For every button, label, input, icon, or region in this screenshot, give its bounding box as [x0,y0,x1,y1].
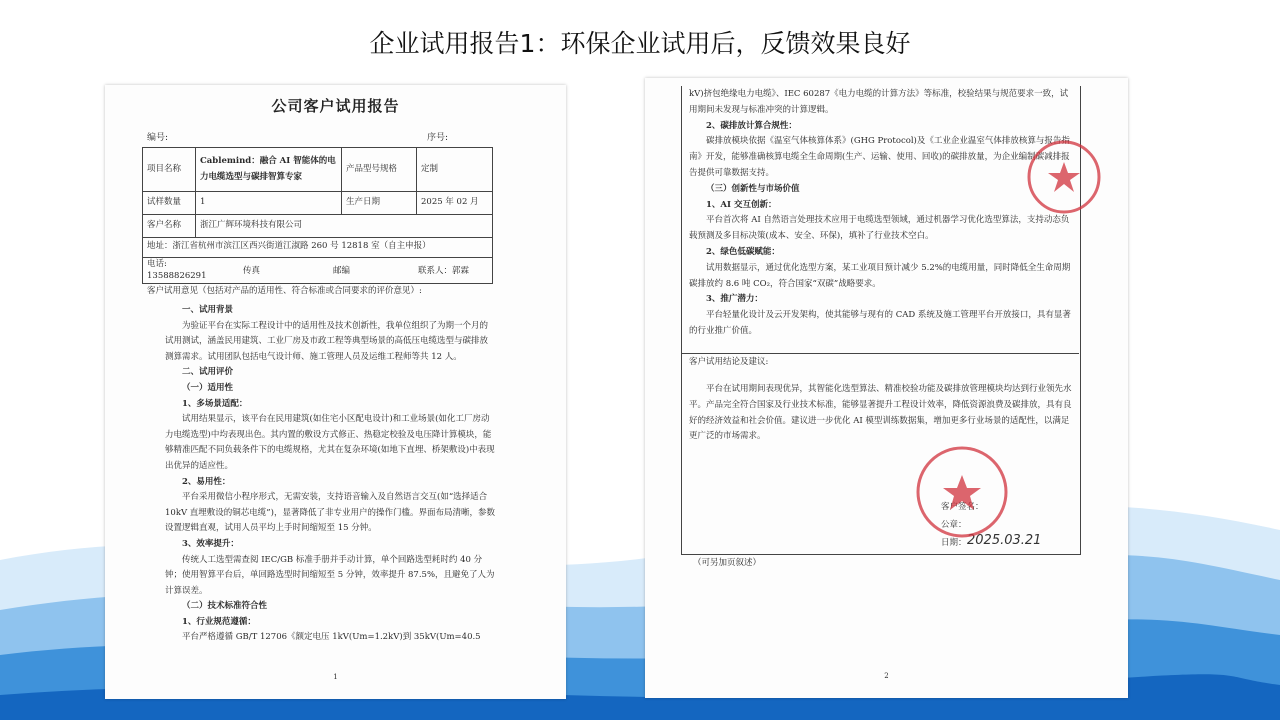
contact: 联系人：郭霖 [418,266,470,276]
opinion-body [165,303,495,646]
customer-label: 客户名称 [143,215,196,238]
slide-title: 企业试用报告1：环保企业试用后，反馈效果良好 [369,29,911,58]
section-divider [681,353,1079,354]
handwritten-date: 2025.03.21 [967,533,1042,548]
model-label: 产品型号规格 [342,148,417,192]
standards-body [689,87,1073,340]
customer-value: 浙江广辉环境科技有限公司 [196,215,493,238]
section-heading: 1、行业规范遵循： [182,616,256,627]
section-heading: 3、推广潜力： [706,294,763,305]
project-name-label: 项目名称 [143,148,196,192]
seal-label: 公章： [941,520,967,530]
footnote: （可另加页叙述） [693,558,762,568]
section-heading: 1、多场景适配： [182,398,248,409]
paragraph: 平台采用微信小程序形式，无需安装，支持语音输入及自然语言交互(如“选择适合 10kV 直埋敷设的铜芯电缆”)，显著降低了非专业用户的操作门槛。界面布局清晰，参数设置逻辑直观，试用人员平均上手时间缩短至 15 分钟。 [165,492,495,534]
info-table [142,147,493,238]
page-number: 1 [333,672,338,681]
section-heading: （一）适用性 [182,382,234,393]
company-seal-icon [1025,138,1103,216]
paragraph: kV)挤包绝缘电力电缆》、IEC 60287《电力电缆的计算方法》等标准，校验结果与规范要求一致，试用期间未发现与标准冲突的计算逻辑。 [689,89,1069,115]
section-heading: 2、易用性： [182,476,231,487]
date-value: 2025 年 02 月 [417,192,493,215]
conclusion-label: 客户试用结论及建议: [689,357,769,367]
phone-value: 13588826291 [147,271,207,281]
section-heading: （二）技术标准符合性 [182,601,268,612]
qty-value: 1 [196,192,342,215]
date-label: 生产日期 [342,192,417,215]
section-heading: 一、试用背景 [182,305,234,315]
address-row: 地址：浙江省杭州市滨江区西兴街道江淑路 260 号 12818 室（自主申报） [142,236,493,258]
fax-label: 传真 [243,266,261,276]
serial-label: 编号: [147,133,169,143]
section-heading: 2、碳排放计算合规性： [706,120,797,131]
page-number: 2 [884,671,889,680]
date-label: 日期： [941,538,967,548]
report-title: 公司客户试用报告 [271,97,400,115]
section-heading: 3、效率提升： [182,538,239,549]
conclusion-text: 平台在试用期间表现优异，其智能化选型算法、精准校验功能及碳排放管理模块均达到行业领先水平。产品完全符合国家及行业技术标准，能够显著提升工程设计效率，降低资源浪费及碳排放，具有良好的经济效益和社会价值。建议进一步优化 AI 模型训练数据集，增加更多行业场景的适配性，以满足更广泛的市场需求。 [689,384,1072,442]
paragraph: 平台首次将 AI 自然语言处理技术应用于电缆选型领域，通过机器学习优化选型算法，支持动态负载预测及多目标决策(成本、安全、环保)，填补了行业技术空白。 [689,215,1070,242]
report-page-2 [645,78,1128,698]
paragraph: 试用结果显示，该平台在民用建筑(如住宅小区配电设计)和工业场景(如化工厂房动力电缆选型)中均表现出色。其内置的敷设方式修正、热稳定校验及电压降计算模块，能够精准匹配不同负载条件下的电缆规格，尤其在复杂环境(如地下直埋、桥架敷设)中表现出优异的适应性。 [165,414,495,471]
qty-label: 试样数量 [143,192,196,215]
phone-row [142,258,493,284]
paragraph: 传统人工选型需查阅 IEC/GB 标准手册并手动计算，单个回路选型耗时约 40 分钟；使用智算平台后，单回路选型时间缩短至 5 分钟，效率提升 87.5%，且避免了人为计算误差。 [165,554,495,596]
paragraph: 平台轻量化设计及云开发架构，使其能够与现有的 CAD 系统及施工管理平台开放接口，具有显著的行业推广价值。 [689,310,1071,336]
opinion-label: 客户试用意见（包括对产品的适用性、符合标准或合同要求的评价意见）: [147,286,422,296]
report-page-1 [105,85,566,699]
section-heading: 1、AI 交互创新： [706,199,777,210]
company-seal-icon [913,443,1011,541]
section-heading: 2、绿色低碳赋能： [706,246,780,257]
seq-label: 序号: [427,133,449,143]
phone-label: 电话: [147,259,167,269]
paragraph: 试用数据显示，通过优化选型方案，某工业项目预计减少 5.2%的电缆用量，同时降低全生命周期碳排放约 8.6 吨 CO₂，符合国家“双碳”战略要求。 [689,262,1071,289]
paragraph: 碳排放模块依据《温室气体核算体系》(GHG Protocol)及《工业企业温室气体排放核算与报告指南》开发，能够准确核算电缆全生命周期(生产、运输、使用、回收)的碳排放量，为企业编制碳减排报告提供可靠数据支持。 [689,136,1070,178]
project-name-value: Cablemind：融合 AI 智能体的电力电缆选型与碳排智算专家 [196,148,342,192]
model-value: 定制 [417,148,493,192]
section-heading: （三）创新性与市场价值 [706,183,800,194]
paragraph: 平台严格遵循 GB/T 12706《额定电压 1kV(Um=1.2kV)到 35kV(Um=40.5 [182,632,481,643]
sign-label: 客户签名： [941,502,984,512]
paragraph: 为验证平台在实际工程设计中的适用性及技术创新性，我单位组织了为期一个月的试用测试，涵盖民用建筑、工业厂房及市政工程等典型场景的高低压电缆选型与碳排放测算需求。试用团队包括电气设计师、施工管理人员及运维工程师等共 12 人。 [165,320,489,362]
section-heading: 二、试用评价 [182,367,234,378]
post-label: 邮编 [333,266,351,276]
